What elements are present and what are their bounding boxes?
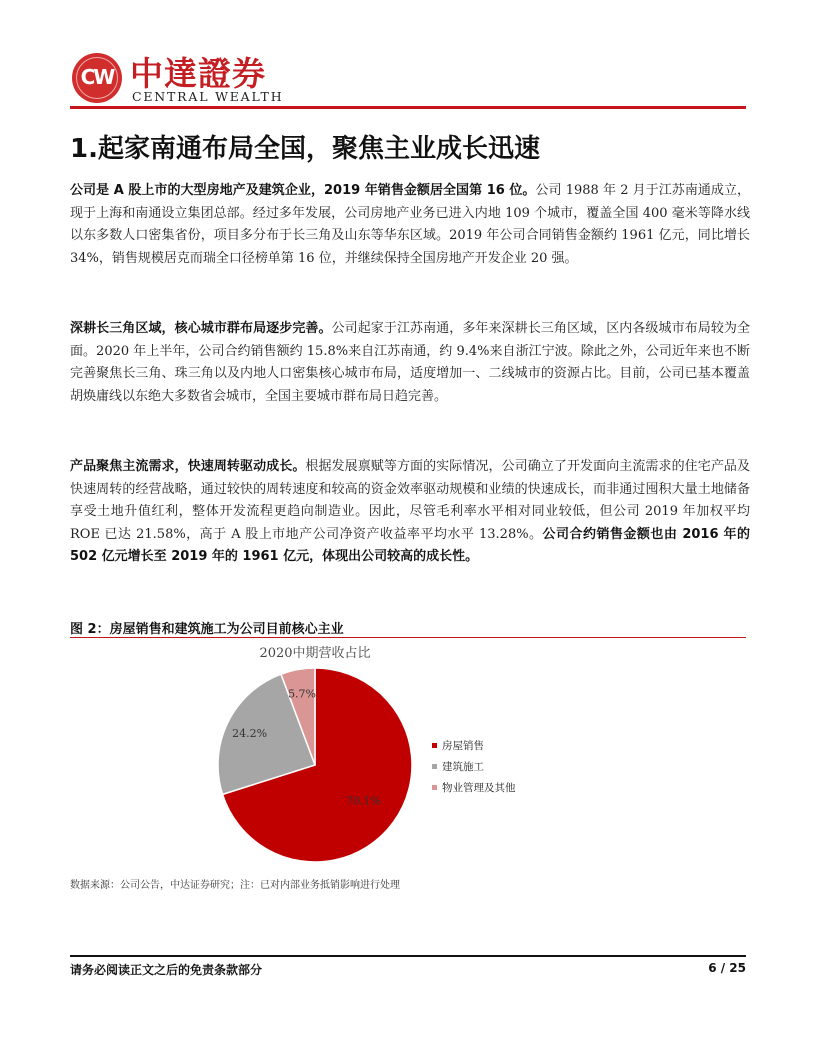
legend-swatch [432,764,437,769]
brand-name-en: CENTRAL WEALTH [132,89,284,104]
paragraph-body: 根据发展禀赋等方面的实际情况，公司确立了开发面向主流需求的住宅产品及快速周转的经营战略，通过较快的周转速度和较高的资金效率驱动规模和业绩的快速成长，而非通过囤积大量土地储备享受土地升值红利，整体开发流程更趋向制造业。因此，尽管毛利率水平相对同业较低，但公司 2019 年加权平均 ROE 已达 21.58%，高于 A 股上市地产公司净资产收益率平均水平 13.28%。 [70,459,750,542]
paragraph-company-overview [70,180,750,270]
revenue-pie-chart [70,640,746,870]
footer-disclaimer: 请务必阅读正文之后的免责条款部分 [70,963,263,977]
paragraph-regional-layout [70,318,750,408]
company-logo [72,53,122,103]
legend-label: 建筑施工 [442,761,484,773]
pie-value-label: 70.1% [346,794,382,808]
chart-title: 2020中期营收占比 [259,646,371,661]
chart-legend [432,739,516,794]
page-number: 6 / 25 [708,961,746,975]
paragraph-tail: 公司合约销售金额也由 2016 年的 502 亿元增长至 2019 年的 1961 亿元，体现出公司较高的成长性。 [70,526,751,564]
legend-label: 物业管理及其他 [442,782,516,794]
pie-value-label: 24.2% [232,727,268,741]
paragraph-lead: 公司是 A 股上市的大型房地产及建筑企业，2019 年销售金额居全国第 16 位。 [70,183,536,198]
paragraph-body: 公司 1988 年 2 月于江苏南通成立，现于上海和南通设立集团总部。经过多年发展，公司房地产业务已进入内地 109 个城市，覆盖全国 400 毫米等降水线以东多数人口密集省份，项目多分布于长三角及山东等华东区域。2019 年公司合同销售金额约 1961 亿元，同比增长 34%，销售规模居克而瑞全口径榜单第 16 位，并继续保持全国房地产开发企业 20 强。 [70,183,750,266]
figure-caption: 图 2：房屋销售和建筑施工为公司目前核心主业 [70,622,344,637]
logo-text: CW [80,65,114,89]
figure-source: 数据来源：公司公告，中达证券研究；注：已对内部业务抵销影响进行处理 [70,880,400,891]
paragraph-lead: 产品聚焦主流需求，快速周转驱动成长。 [70,459,306,474]
pie-value-label: 5.7% [288,687,317,701]
header-divider [70,106,746,109]
brand-name-cn: 中達證券 [130,54,266,93]
legend-label: 房屋销售 [442,740,484,752]
paragraph-product-strategy [70,456,750,569]
section-title: 1.起家南通布局全国，聚焦主业成长迅速 [70,134,540,164]
legend-swatch [432,743,437,748]
footer-divider [70,955,746,957]
paragraph-lead: 深耕长三角区域，核心城市群布局逐步完善。 [70,321,332,336]
legend-swatch [432,785,437,790]
paragraph-body: 公司起家于江苏南通，多年来深耕长三角区域，区内各级城市布局较为全面。2020 年上半年，公司合约销售额约 15.8%来自江苏南通，约 9.4%来自浙江宁波。除此之外，公司近年来也不断完善聚焦长三角、珠三角以及内地人口密集核心城市布局，适度增加一、二线城市的资源占比。目前，公司已基本覆盖胡焕庸线以东绝大多数省会城市，全国主要城市群布局日趋完善。 [70,321,750,404]
figure-divider [70,637,746,638]
